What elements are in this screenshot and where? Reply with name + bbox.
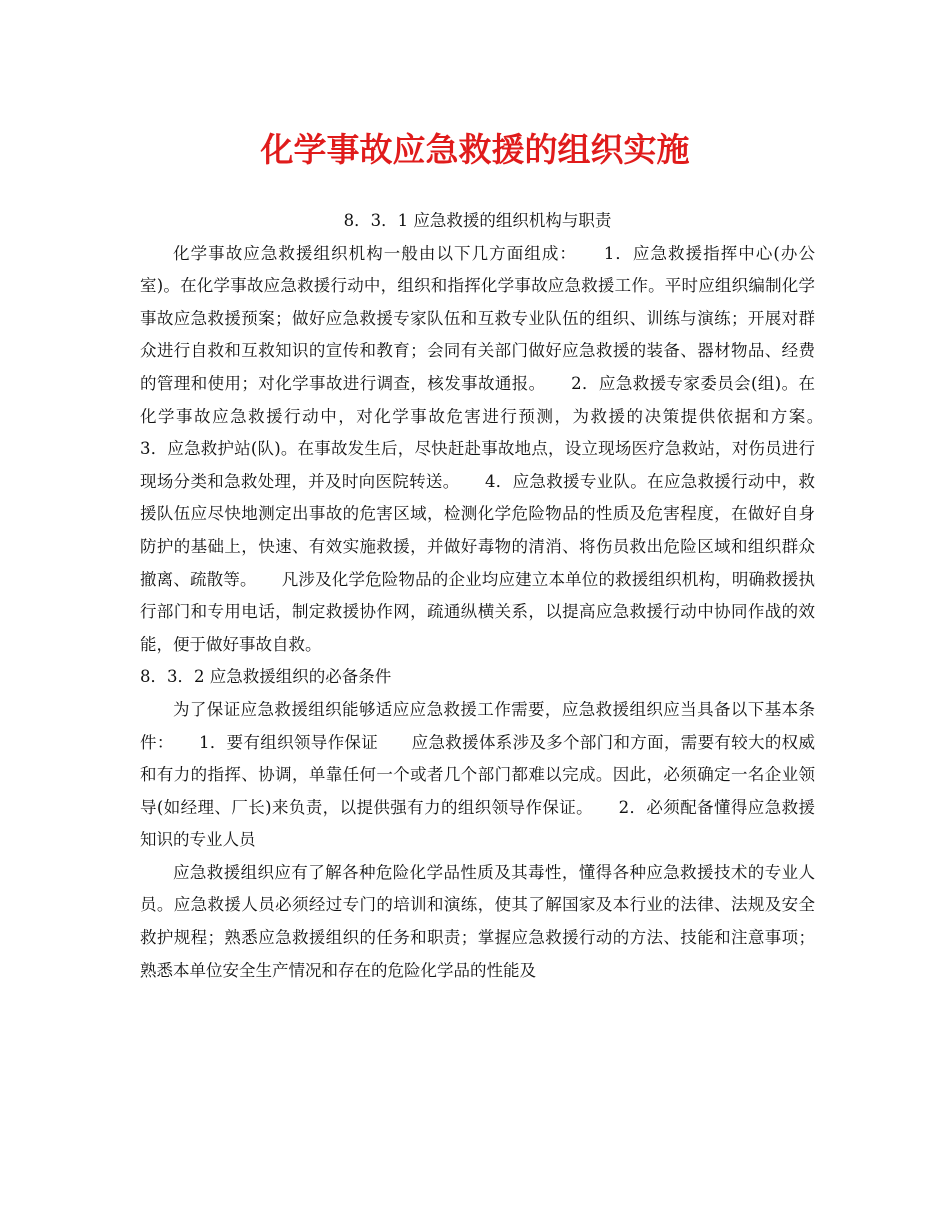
document-body <box>140 205 848 987</box>
body-paragraph: 应急救援组织应有了解各种危险化学品性质及其毒性，懂得各种应急救援技术的专业人员。应急救援人员必须经过专门的培训和演练，使其了解国家及本行业的法律、法规及安全救护规程；熟悉应急救援组织的任务和职责；掌握应急救援行动的方法、技能和注意事项；熟悉本单位安全生产情况和存在的危险化学品的性能及 <box>140 862 815 980</box>
body-paragraph: 为了保证应急救援组织能够适应应急救援工作需要，应急救援组织应当具备以下基本条件： 1．要有组织领导作保证 应急救援体系涉及多个部门和方面，需要有较大的权威和有力的指挥、协调，单靠任何一个或者几个部门都难以完成。因此，必须确定一名企业领导(如经理、厂长)来负责，以提供强有力的组织领导作保证。 2．必须配备懂得应急救援知识的专业人员 <box>140 699 815 850</box>
document-title: 化学事故应急救援的组织实施 <box>260 130 690 169</box>
section-heading-8-3-1: 8．3．1 应急救援的组织机构与职责 <box>343 211 612 230</box>
body-paragraph: 化学事故应急救援组织机构一般由以下几方面组成： 1．应急救援指挥中心(办公室)。在化学事故应急救援行动中，组织和指挥化学事故应急救援工作。平时应组织编制化学事故应急救援预案；做好应急救援专家队伍和互救专业队伍的组织、训练与演练；开展对群众进行自救和互救知识的宣传和教育；会同有关部门做好应急救援的装备、器材物品、经费的管理和使用；对化学事故进行调查，核发事故通报。 2．应急救援专家委员会(组)。在化学事故应急救援行动中，对化学事故危害进行预测，为救援的决策提供依据和方案。 3．应急救护站(队)。在事故发生后，尽快赶赴事故地点，设立现场医疗急救站，对伤员进行现场分类和急救处理，并及时向医院转送。 4．应急救援专业队。在应急救援行动中，救援队伍应尽快地测定出事故的危害区域，检测化学危险物品的性质及危害程度，在做好自身防护的基础上，快速、有效实施救援，并做好毒物的清消、将伤员救出危险区域和组织群众撤离、疏散等。 凡涉及化学危险物品的企业均应建立本单位的救援组织机构，明确救援执行部门和专用电话，制定救援协作网，疏通纵横关系，以提高应急救援行动中协同作战的效能，便于做好事故自救。 <box>140 243 848 654</box>
section-heading-8-3-2: 8．3．2 应急救援组织的必备条件 <box>140 667 392 687</box>
